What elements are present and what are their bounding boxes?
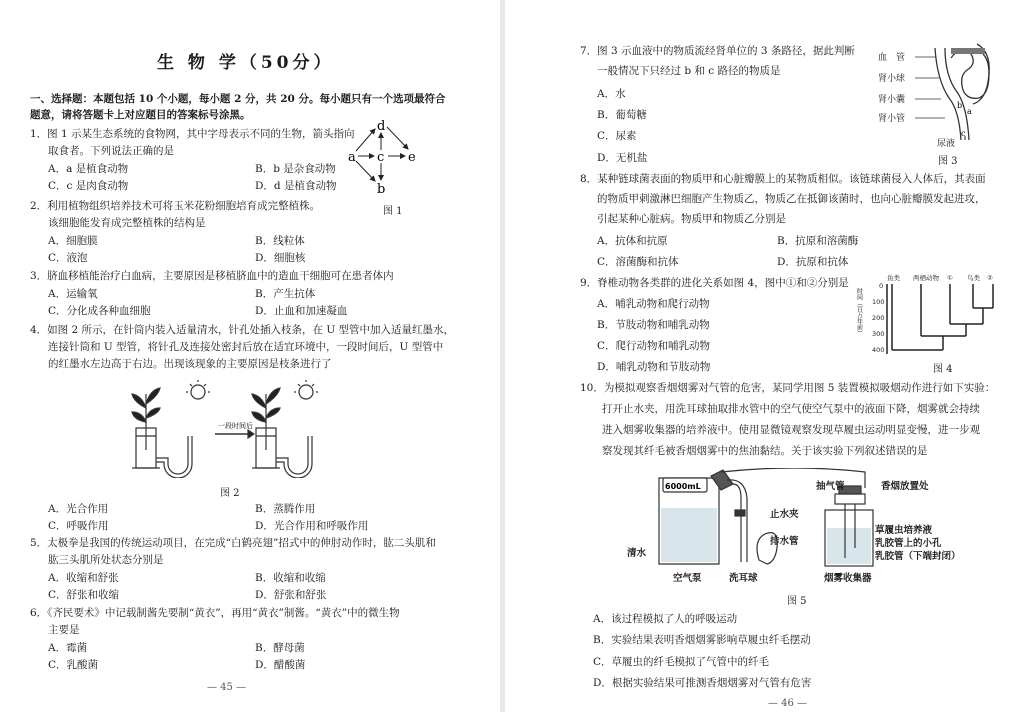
label-hole: 乳胶管上的小孔 (875, 538, 942, 549)
q5-option-a: A．收缩和舒张 (48, 572, 119, 584)
path-b-label: b (957, 101, 963, 110)
page-number-right: — 46 — (768, 698, 808, 709)
q1-option-c: C．c 是肉食动物 (48, 180, 129, 192)
node-c: c (377, 150, 385, 165)
q8-stem-2: 的物质甲刺激淋巴细胞产生物质乙，物质乙在抵御该菌时，也向心脏瓣膜发起进攻， (597, 193, 986, 205)
q9-option-d: D．哺乳动物和节肢动物 (597, 361, 711, 373)
q7-stem: 7．图 3 示血液中的物质流经肾单位的 3 条路径，据此判断 (580, 45, 855, 57)
q6-stem: 6．《齐民要术》中记载制酱先要制“黄衣”，再用“黄衣”制酱。“黄衣”中的微生物 (30, 607, 400, 619)
q10-stem-3: 进入烟雾收集器的培养液中。使用显微镜观察发现草履虫运动明显变慢，进一步观 (602, 424, 980, 436)
q1-stem: 1．图 1 示某生态系统的食物网，其中字母表示不同的生物，箭头指向 (30, 128, 355, 140)
q1-option-d: D．d 是植食动物 (255, 180, 337, 192)
node-a: a (348, 150, 356, 165)
y-axis-label: 时间（百万年前） (855, 288, 863, 336)
q3-option-c: C．分化成各种血细胞 (48, 305, 151, 317)
label-latex-tube: 乳胶管（下端封闭） (875, 551, 961, 562)
q3-option-a: A．运输氧 (48, 288, 98, 300)
q4-stem: 4．如图 2 所示，在针筒内装入适量清水，针孔处插入枝条，在 U 型管中加入适量红墨水， (30, 324, 455, 336)
bottle-volume: 6000mL (665, 482, 701, 491)
path-a-label: a (967, 107, 972, 116)
q10-stem-2: 打开止水夹，用洗耳球抽取排水管中的空气使空气泵中的液面下降，烟雾就会持续 (602, 403, 980, 415)
tick-0: 0 (879, 282, 884, 290)
q2-stem: 2．利用植物组织培养技术可将玉米花粉细胞培育成完整植株。 (30, 200, 321, 212)
q8-option-c: C．溶菌酶和抗体 (597, 256, 679, 268)
figure-2-caption: 图 2 (220, 488, 240, 499)
q10-stem-4: 察发现其纤毛被香烟烟雾中的焦油黏结。关于该实验下列叙述错误的是 (602, 445, 928, 457)
label-glomerulus: 肾小球 (878, 74, 906, 84)
q7-option-d: D．无机盐 (597, 152, 648, 164)
q1-option-a: A．a 是植食动物 (48, 163, 129, 175)
q3-stem: 3．脐血移植能治疗白血病，主要原因是移植脐血中的造血干细胞可在患者体内 (30, 270, 394, 282)
q8-option-d: D．抗原和抗体 (777, 256, 849, 268)
q5-stem: 5．太极拳是我国的传统运动项目，在完成“白鹤亮翅”招式中的伸肘动作时，肱二头肌和 (30, 537, 436, 549)
label-suction-tube: 抽气管 (816, 481, 845, 492)
q7-option-c: C．尿素 (597, 130, 637, 142)
head-fish: 鱼类 (887, 274, 900, 282)
q3-option-d: D．止血和加速凝血 (255, 305, 348, 317)
q5-option-c: C．舒张和收缩 (48, 589, 120, 601)
figure-5-caption: 图 5 (787, 596, 807, 607)
tick-400: 400 (872, 346, 885, 354)
nephron-diagram (915, 40, 1005, 148)
q2-option-b: B．线粒体 (255, 235, 305, 247)
q10-option-b: B．实验结果表明香烟烟雾影响草履虫纤毛摆动 (593, 634, 811, 646)
q9-stem: 9．脊椎动物各类群的进化关系如图 4，图中①和②分别是 (580, 277, 849, 289)
q7-stem-2: 一般情况下只经过 b 和 c 路径的物质是 (597, 65, 781, 77)
q5-stem-2: 肱三头肌所处状态分别是 (48, 554, 164, 566)
q4-option-d: D．光合作用和呼吸作用 (255, 520, 369, 532)
section-heading: 一、选择题：本题包括 10 个小题，每小题 2 分，共 20 分。每小题只有一个选项最符合 (30, 93, 446, 105)
q4-stem-3: 的红墨水左边高于右边。出现该现象的主要原因是枝条进行了 (48, 358, 332, 370)
syringe-u-tube-diagram (120, 378, 360, 478)
tick-100: 100 (872, 298, 885, 306)
q4-option-a: A．光合作用 (48, 503, 109, 515)
figure-1-caption: 图 1 (383, 206, 403, 217)
label-cigarette: 香烟放置处 (881, 481, 929, 492)
q2-option-d: D．细胞核 (255, 252, 306, 264)
q8-stem: 8．某种链球菌表面的物质甲和心脏瓣膜上的某物质相似。该链球菌侵入人体后，其表面 (580, 173, 986, 185)
q8-stem-3: 引起某种心脏病。物质甲和物质乙分别是 (597, 213, 786, 225)
q9-option-a: A．哺乳动物和爬行动物 (597, 298, 710, 310)
q6-option-c: C．乳酸菌 (48, 659, 99, 671)
q2-option-a: A．细胞膜 (48, 235, 98, 247)
q2-stem-2: 该细胞能发育成完整植株的结构是 (48, 217, 206, 229)
food-web-diagram (340, 117, 430, 199)
right-page (505, 0, 1015, 712)
page-title: 生 物 学（50分） (157, 53, 335, 73)
q1-option-b: B．b 是杂食动物 (255, 163, 336, 175)
node-b: b (377, 182, 386, 197)
page-number-left: — 45 — (207, 682, 247, 693)
q5-option-d: D．舒张和舒张 (255, 589, 327, 601)
label-drain-tube: 排水管 (770, 536, 799, 547)
q10-option-c: C．草履虫的纤毛模拟了气管中的纤毛 (593, 656, 770, 668)
q4-option-b: B．蒸腾作用 (255, 503, 316, 515)
q7-option-b: B．葡萄糖 (597, 109, 647, 121)
head-2: ② (987, 274, 993, 282)
head-1: ① (947, 274, 953, 282)
label-capsule: 肾小囊 (878, 95, 906, 105)
node-e: e (408, 150, 416, 165)
section-heading-2: 题意，请将答题卡上对应题目的答案标号涂黑。 (30, 109, 251, 121)
label-collector: 烟雾收集器 (824, 573, 872, 584)
label-bulb: 洗耳球 (729, 573, 758, 584)
q10-stem: 10．为模拟观察香烟烟雾对气管的危害，某同学用图 5 装置模拟吸烟动作进行如下实验： (580, 382, 996, 394)
head-bird: 鸟类 (967, 274, 980, 282)
q4-stem-2: 连接针筒和 U 型管，将针孔及连接处密封后放在适宜环境中，一段时间后，U 型管中 (48, 341, 444, 353)
q10-option-a: A．该过程模拟了人的呼吸运动 (593, 613, 738, 625)
head-amphibian: 两栖动物 (913, 274, 939, 282)
q10-option-d: D．根据实验结果可推测香烟烟雾对气管有危害 (593, 677, 812, 689)
q8-option-a: A．抗体和抗原 (597, 235, 668, 247)
figure-3-caption: 图 3 (938, 156, 958, 167)
q8-option-b: B．抗原和溶菌酶 (777, 235, 859, 247)
path-c-label: c (961, 129, 966, 138)
tick-200: 200 (872, 314, 885, 322)
q9-option-b: B．节肢动物和哺乳动物 (597, 319, 710, 331)
q6-option-b: B．酵母菌 (255, 642, 305, 654)
arrow-label: 一段时间后 (218, 422, 253, 430)
q3-option-b: B．产生抗体 (255, 288, 316, 300)
q2-option-c: C．液泡 (48, 252, 88, 264)
left-page (0, 0, 500, 712)
label-vessel: 血 管 (878, 53, 906, 63)
tick-300: 300 (872, 330, 885, 338)
label-water: 清水 (627, 548, 647, 559)
q6-stem-2: 主要是 (48, 624, 80, 636)
q1-stem-2: 取食者。下列说法正确的是 (48, 145, 174, 157)
q6-option-a: A．霉菌 (48, 642, 88, 654)
label-clamp: 止水夹 (770, 509, 799, 520)
evolution-tree-diagram (855, 272, 1005, 360)
figure-4-caption: 图 4 (933, 364, 953, 375)
q6-option-d: D．醋酸菌 (255, 659, 306, 671)
label-culture: 草履虫培养液 (875, 525, 933, 536)
q7-option-a: A．水 (597, 88, 626, 100)
q9-option-c: C．爬行动物和哺乳动物 (597, 340, 711, 352)
q4-option-c: C．呼吸作用 (48, 520, 109, 532)
label-urine: 尿液 (937, 139, 956, 149)
node-d: d (377, 119, 386, 134)
label-air-pump: 空气泵 (673, 573, 702, 584)
label-tubule: 肾小管 (878, 114, 906, 124)
q5-option-b: B．收缩和收缩 (255, 572, 326, 584)
